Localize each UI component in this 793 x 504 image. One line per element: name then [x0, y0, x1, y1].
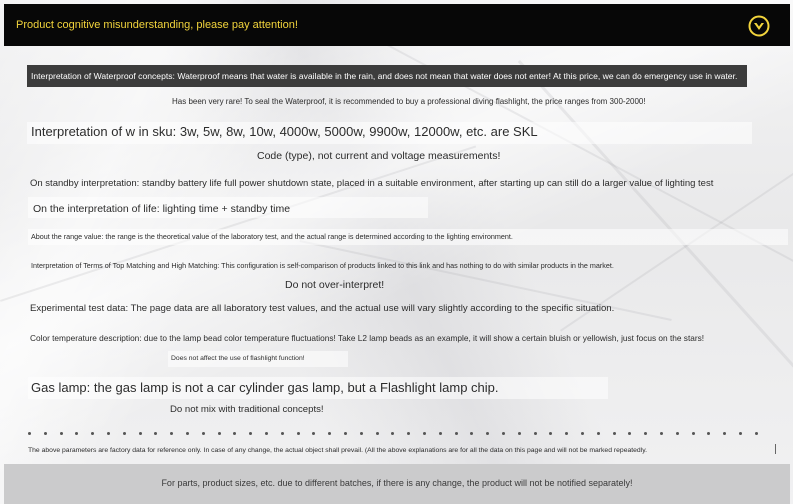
- divider-dot: [423, 432, 426, 435]
- divider-dot: [470, 432, 473, 435]
- divider-dot: [328, 432, 331, 435]
- divider-dot: [644, 432, 647, 435]
- divider-dot: [692, 432, 695, 435]
- divider-dot: [407, 432, 410, 435]
- divider-dot: [486, 432, 489, 435]
- divider-dot: [439, 432, 442, 435]
- chevron-down-circle-icon[interactable]: [748, 15, 770, 37]
- divider-dot: [60, 432, 63, 435]
- divider-dot: [186, 432, 189, 435]
- divider-dot: [565, 432, 568, 435]
- matching-note: Interpretation of Terms of Top Matching and High Matching: This configuration is self-comparison of products linked to this link and has nothing to do with similar products in the market.: [31, 261, 614, 270]
- range-note: About the range value: the range is the theoretical value of the laboratory test, and the actual range is determined according to the lighting environment.: [31, 232, 513, 241]
- divider-dot: [360, 432, 363, 435]
- no-overinterpret-note: Do not over-interpret!: [285, 279, 385, 291]
- divider-dot: [455, 432, 458, 435]
- divider-dot: [628, 432, 631, 435]
- footer-banner: [4, 464, 790, 504]
- divider-dot: [518, 432, 521, 435]
- divider-dot: [170, 432, 173, 435]
- header-title: Product cognitive misunderstanding, please pay attention!: [16, 19, 298, 31]
- color-temp-subnote: Does not affect the use of flashlight function!: [171, 355, 305, 362]
- divider-dot: [739, 432, 742, 435]
- divider-dot: [265, 432, 268, 435]
- divider-tick: [775, 444, 776, 454]
- divider-dot: [312, 432, 315, 435]
- divider-dot: [707, 432, 710, 435]
- divider-dot: [597, 432, 600, 435]
- divider-dot: [202, 432, 205, 435]
- divider-dot: [502, 432, 505, 435]
- divider-dot: [233, 432, 236, 435]
- divider-dot: [28, 432, 31, 435]
- experimental-note: Experimental test data: The page data are all laboratory test values, and the actual use will vary slightly according to the specific situation.: [30, 303, 615, 314]
- divider-dot: [139, 432, 142, 435]
- divider-dot: [281, 432, 284, 435]
- dotted-divider: [28, 432, 768, 436]
- marble-vein: [518, 60, 793, 374]
- sku-note: Interpretation of w in sku: 3w, 5w, 8w, 10w, 4000w, 5000w, 9900w, 12000w, etc. are SKL: [31, 124, 538, 139]
- standby-note: On standby interpretation: standby battery life full power shutdown state, placed in a suitable environment, after starting up can still do a larger value of lighting test: [30, 178, 714, 189]
- no-mix-note: Do not mix with traditional concepts!: [170, 404, 324, 415]
- gas-lamp-note: Gas lamp: the gas lamp is not a car cylinder gas lamp, but a Flashlight lamp chip.: [31, 380, 499, 395]
- divider-dot: [660, 432, 663, 435]
- divider-dot: [344, 432, 347, 435]
- waterproof-banner: [27, 65, 747, 87]
- divider-dot: [297, 432, 300, 435]
- marble-vein: [0, 145, 476, 301]
- diving-note: Has been very rare! To seal the Waterproof, it is recommended to buy a professional diving flashlight, the price ranges from 300-2000!: [172, 97, 646, 106]
- divider-dot: [391, 432, 394, 435]
- footer-note: For parts, product sizes, etc. due to different batches, if there is any change, the product will not be notified separately!: [161, 478, 633, 488]
- factory-note: The above parameters are factory data for reference only. In case of any change, the actual object shall prevail. (All the above explanations are for all the data on this page and will not be marked repeatedly.: [28, 447, 648, 454]
- divider-dot: [249, 432, 252, 435]
- divider-dot: [723, 432, 726, 435]
- sku-code-note: Code (type), not current and voltage measurements!: [257, 150, 501, 162]
- divider-dot: [218, 432, 221, 435]
- life-note: On the interpretation of life: lighting time + standby time: [33, 203, 291, 215]
- color-temp-note: Color temperature description: due to the lamp bead color temperature fluctuations! Take L2 lamp beads as an example, it will show a certain bluish or yellowish, just focus on the stars!: [30, 333, 705, 343]
- divider-dot: [676, 432, 679, 435]
- divider-dot: [581, 432, 584, 435]
- divider-dot: [613, 432, 616, 435]
- divider-dot: [755, 432, 758, 435]
- divider-dot: [107, 432, 110, 435]
- divider-dot: [534, 432, 537, 435]
- divider-dot: [123, 432, 126, 435]
- divider-dot: [376, 432, 379, 435]
- waterproof-note: Interpretation of Waterproof concepts: Waterproof means that water is available in the rain, and does not mean that water does not enter! At this price, we can do emergency use in water.: [31, 71, 738, 81]
- divider-dot: [91, 432, 94, 435]
- divider-dot: [44, 432, 47, 435]
- divider-dot: [549, 432, 552, 435]
- notice-header: [4, 4, 790, 46]
- divider-dot: [154, 432, 157, 435]
- divider-dot: [75, 432, 78, 435]
